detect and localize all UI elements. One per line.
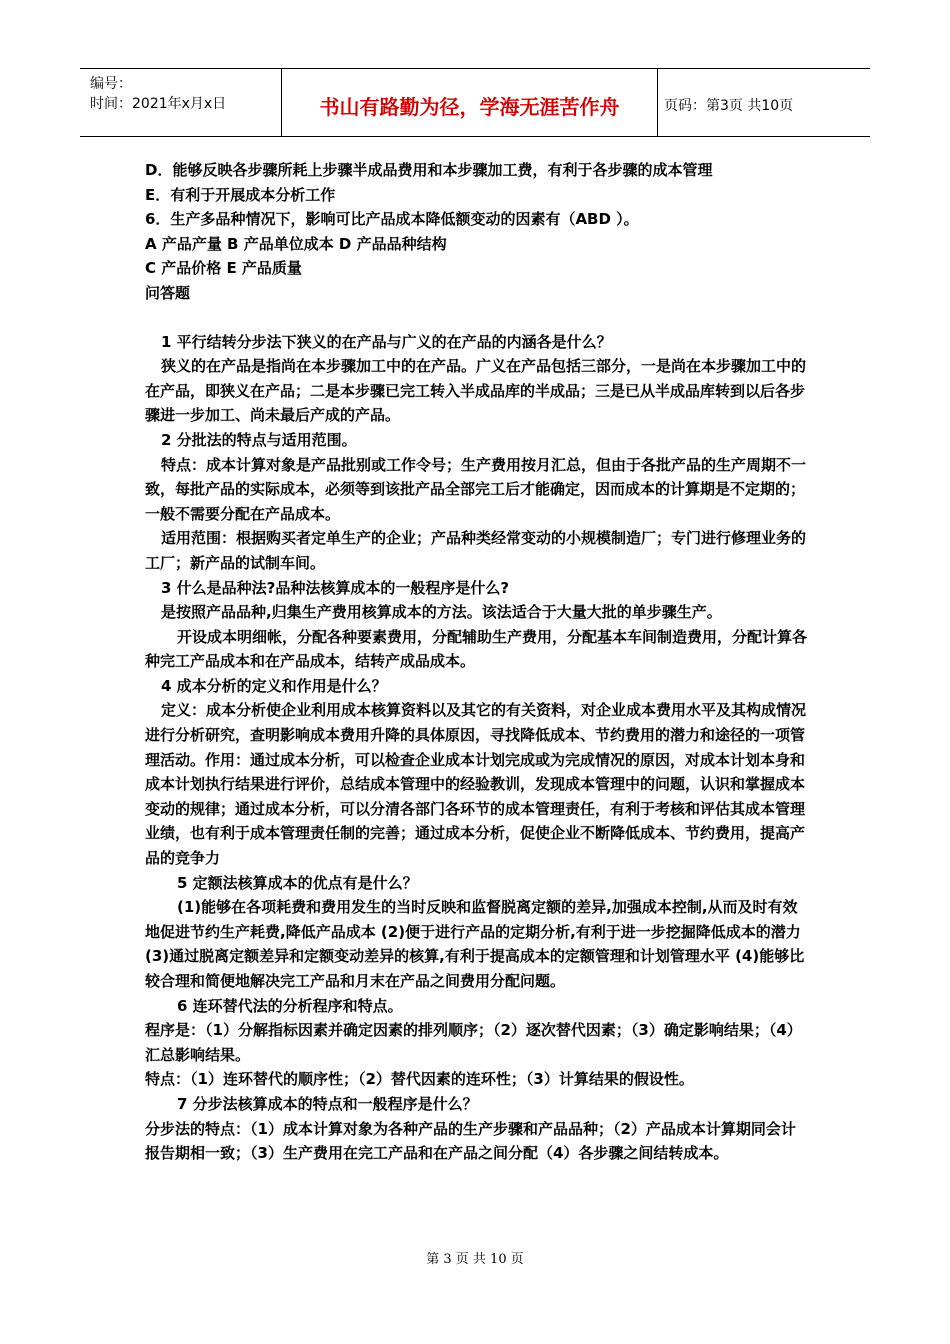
header-page-cell [658, 69, 870, 136]
section-heading: 问答题 [145, 283, 191, 302]
spacer [145, 306, 810, 330]
header-info-cell [80, 69, 282, 136]
answer-1-text: 狭义的在产品是指尚在本步骤加工中的在产品。广义在产品包括三部分，一是尚在本步骤加工中的在产品，即狭义在产品；二是本步骤已完工转入半成品库的半成品；三是已从半成品库转到以后各步骤进一步加工、尚未最后产成的产品。 [145, 357, 807, 425]
answer-3-text-1: 是按照产品品种,归集生产费用核算成本的方法。该法适合于大量大批的单步骤生产。 [161, 603, 722, 622]
answer-3-text-2: 开设成本明细帐，分配各种要素费用，分配辅助生产费用，分配基本车间制造费用，分配计算各种完工产品成本和在产品成本，结转产成品成本。 [145, 627, 808, 671]
answer-6-question: 6 连环替代法的分析程序和特点。 [177, 996, 403, 1015]
option-line-d: D．能够反映各步骤所耗上步骤半成品费用和本步骤加工费，有利于各步骤的成本管理 [145, 161, 713, 179]
question-6-options-1: A 产品产量 B 产品单位成本 D 产品品种结构 [145, 234, 447, 253]
answer-2-question: 2 分批法的特点与适用范围。 [161, 430, 357, 449]
document-date-label: 时间：2021年x月x日 [90, 96, 227, 112]
answer-6-text-1: 程序是：（1）分解指标因素并确定因素的排列顺序；（2）逐次替代因素；（3）确定影响结果；（4）汇总影响结果。 [145, 1021, 802, 1064]
answer-2-text-1: 特点：成本计算对象是产品批别或工作令号；生产费用按月汇总，但由于各批产品的生产周期不一致，每批产品的实际成本，必须等到该批产品全部完工后才能确定，因而成本的计算期是不定期的；一般不需要分配在产品成本。 [145, 455, 807, 523]
answer-7-question: 7 分步法核算成本的特点和一般程序是什么？ [177, 1094, 478, 1113]
header-motto: 书山有路勤为径，学海无涯苦作舟 [319, 95, 620, 119]
answer-1-question: 1 平行结转分步法下狭义的在产品与广义的在产品的内涵各是什么？ [161, 332, 612, 351]
answer-4-text: 定义：成本分析使企业利用成本核算资料以及其它的有关资料，对企业成本费用水平及其构成情况进行分析研究，查明影响成本费用升降的具体原因，寻找降低成本、节约费用的潜力和途径的一项管理活动。作用：通过成本分析，可以检查企业成本计划完成或为完成情况的原因，对成本计划本身和成本计划执行结果进行评价，总结成本管理中的经验教训，发现成本管理中的问题，认识和掌握成本变动的规律；通过成本分析，可以分清各部门各环节的成本管理责任，有利于考核和评估其成本管理业绩，也有利于成本管理责任制的完善；通过成本分析，促使企业不断降低成本、节约费用，提高产品的竞争力 [145, 701, 807, 868]
page-footer: 第 3 页 共 10 页 [426, 1252, 524, 1267]
answer-5-text: (1)能够在各项耗费和费用发生的当时反映和监督脱离定额的差异,加强成本控制,从而及时有效地促进节约生产耗费,降低产品成本 (2)便于进行产品的定期分析,有利于进一步挖掘降低成本的潜力 (3)通过脱离定额差异和定额变动差异的核算,有利于提高成本的定额管理和计划管理水平 (4)能够比较合理和简便地解决完工产品和月末在产品之间费用分配问题。 [145, 898, 805, 990]
answer-5-question: 5 定额法核算成本的优点有是什么？ [177, 873, 418, 892]
answer-3-question: 3 什么是品种法?品种法核算成本的一般程序是什么? [161, 578, 510, 597]
header-motto-cell [282, 69, 658, 136]
document-number-label: 编号： [90, 76, 132, 92]
question-6-options-2: C 产品价格 E 产品质量 [145, 259, 302, 278]
document-body [145, 158, 810, 1166]
answer-2-text-2: 适用范围：根据购买者定单生产的企业；产品种类经常变动的小规模制造厂；专门进行修理业务的工厂；新产品的试制车间。 [145, 529, 807, 572]
option-line-e: E．有利于开展成本分析工作 [145, 185, 336, 204]
answer-4-question: 4 成本分析的定义和作用是什么？ [161, 676, 387, 695]
question-6: 6．生产多品种情况下，影响可比产品成本降低额变动的因素有（ABD ）。 [145, 210, 639, 229]
header-page-number: 页码：第3页 共10页 [664, 98, 794, 114]
page-header [80, 68, 870, 137]
answer-6-text-2: 特点：（1）连环替代的顺序性；（2）替代因素的连环性；（3）计算结果的假设性。 [145, 1070, 694, 1089]
answer-7-text: 分步法的特点：（1）成本计算对象为各种产品的生产步骤和产品品种；（2）产品成本计算期同会计报告期相一致；（3）生产费用在完工产品和在产品之间分配（4）各步骤之间结转成本。 [145, 1119, 796, 1163]
